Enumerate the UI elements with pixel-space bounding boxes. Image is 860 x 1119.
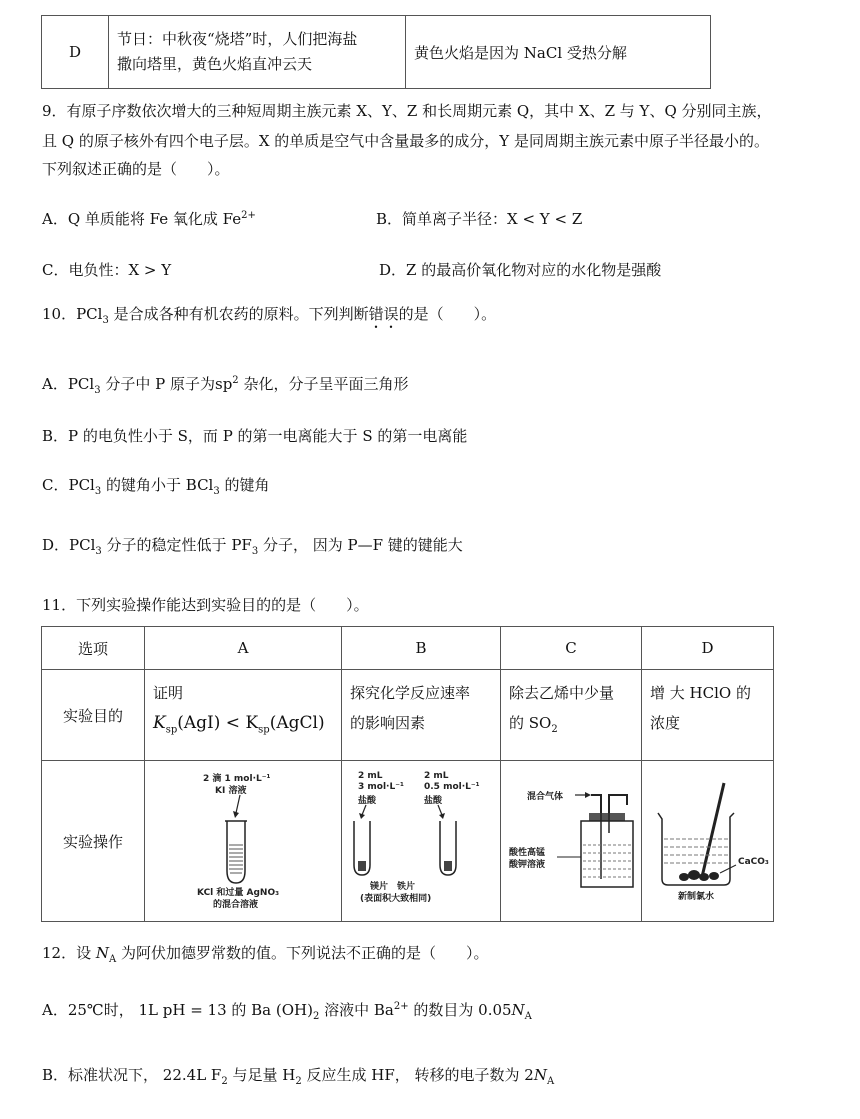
figure-label: 盐酸 — [424, 796, 443, 806]
purpose-text: 证明 — [153, 684, 184, 702]
option-letter-cell — [42, 16, 109, 89]
formula: PF — [231, 536, 252, 554]
option-text: 分子， 因为 P—F 键的键能大 — [258, 536, 463, 554]
option-text: 的数目为 0.05 — [408, 1001, 512, 1019]
purpose-text: 的影响因素 — [350, 714, 426, 732]
operation-cell-a — [145, 761, 342, 922]
emphasis-text: 错误 — [368, 305, 399, 323]
subscript: 2 — [551, 724, 558, 735]
option-text: A．25℃时， 1L pH = 13 的 Ba (OH) — [42, 1001, 313, 1019]
figure-label: KCl 和过量 AgNO₃ — [197, 888, 280, 898]
figure-label: 混合气体 — [527, 792, 564, 802]
formula: BCl — [185, 476, 214, 494]
scene-line: 节日：中秋夜“烧塔”时，人们把海盐 — [117, 30, 358, 48]
superscript: 2+ — [393, 1001, 409, 1012]
purpose-cell-c — [501, 670, 642, 761]
option-text: 杂化，分子呈平面三角形 — [238, 375, 409, 393]
option-text: 的键角 — [219, 476, 270, 494]
q12-stem — [42, 942, 489, 965]
q12-option-a — [42, 999, 532, 1022]
stem-text: 为阿伏加德罗常数的值。下列说法不正确的是（ ）。 — [116, 944, 489, 962]
q9-option-d: D．Z 的最高价氧化物对应的水化物是强酸 — [379, 261, 662, 279]
row-label: 实验目的 — [42, 670, 145, 761]
stem-text: 的是（ ）。 — [398, 305, 497, 323]
purpose-cell-d — [642, 670, 774, 761]
formula: (AgI) < K — [177, 713, 259, 733]
table-header-row — [42, 627, 774, 670]
subscript: A — [524, 1011, 532, 1022]
operation-cell-b — [342, 761, 501, 922]
q10-stem — [42, 303, 496, 332]
figure-label: CaCO₃ — [738, 857, 769, 867]
q10-option-d — [42, 534, 463, 557]
explanation-cell — [406, 16, 711, 89]
option-text: 的键角小于 — [101, 476, 186, 494]
option-text: B．标准状况下， 22.4L F — [42, 1066, 222, 1084]
table-row — [42, 16, 711, 89]
figure-label: 2 滴 1 mol·L⁻¹ — [203, 774, 271, 784]
option-text: 反应生成 HF， 转移的电子数为 2 — [301, 1066, 534, 1084]
previous-question-table — [41, 15, 711, 89]
formula: PCl — [68, 476, 95, 494]
experiment-table — [41, 626, 774, 922]
figure-label: 的混合溶液 — [213, 900, 259, 910]
subscript: A — [546, 1076, 555, 1087]
question-number: 10． — [42, 305, 77, 323]
table-row — [42, 670, 774, 761]
figure-label: 酸钾溶液 — [509, 860, 546, 870]
subscript: 2 — [221, 1076, 228, 1087]
ksp-expression — [153, 708, 341, 745]
formula: PCl — [67, 375, 95, 393]
q9-option-b: B．简单离子半径：X < Y < Z — [376, 210, 583, 228]
q9-stem-line: 下列叙述正确的是（ ）。 — [42, 160, 230, 178]
subscript: 3 — [94, 385, 101, 396]
figure-label: 2 mL — [424, 771, 449, 781]
table-row — [42, 761, 774, 922]
option-text: 与足量 H — [227, 1066, 296, 1084]
figure-label: KI 溶液 — [215, 786, 247, 796]
formula: PCl — [69, 536, 96, 554]
superscript: 2 — [232, 375, 239, 386]
column-header: D — [642, 627, 774, 670]
q10-option-a — [42, 373, 408, 396]
figure-c — [501, 761, 641, 921]
subscript: 3 — [102, 315, 109, 326]
purpose-text: 除去乙烯中少量 — [509, 684, 615, 702]
figure-label: 酸性高锰 — [509, 848, 546, 858]
column-header: C — [501, 627, 642, 670]
q9-option-c: C．电负性：X > Y — [42, 261, 172, 279]
subscript: 2 — [312, 1011, 320, 1022]
stem-text: 是合成各种有机农药的原料。下列判断 — [108, 305, 369, 323]
operation-cell-c — [501, 761, 642, 922]
purpose-text: 的 SO — [509, 714, 552, 732]
figure-label: (表面积大致相同) — [360, 894, 432, 904]
formula: PCl — [76, 305, 103, 323]
subscript: 3 — [94, 486, 102, 497]
option-text: C． — [42, 476, 69, 494]
formula: N — [95, 944, 109, 962]
figure-d — [642, 761, 772, 921]
purpose-text: 探究化学反应速率 — [350, 684, 471, 702]
purpose-text: 增 大 HClO 的 — [650, 684, 751, 702]
superscript: 2+ — [241, 210, 256, 221]
option-text: A．Q 单质能将 Fe 氧化成 Fe — [42, 210, 242, 228]
q9-stem-line: 9．有原子序数依次增大的三种短周期主族元素 X、Y、Z 和长周期元素 Q，其中 X、Z 与 Y、Q 分别同主族， — [42, 102, 772, 120]
option-text: 分子中 P 原子为sp — [100, 375, 233, 393]
q10-option-b: B．P 的电负性小于 S，而 P 的第一电离能大于 S 的第一电离能 — [42, 427, 468, 445]
formula: N — [533, 1066, 547, 1084]
option-text: 分子的稳定性低于 — [101, 536, 232, 554]
column-header: 选项 — [42, 627, 145, 670]
figure-label: 2 mL — [358, 771, 383, 781]
option-text: D． — [42, 536, 70, 554]
q12-option-b — [42, 1064, 554, 1087]
operation-cell-d — [642, 761, 774, 922]
subscript: 3 — [213, 486, 220, 497]
subscript: 2 — [295, 1076, 302, 1087]
subscript: 3 — [95, 546, 102, 557]
q11-stem: 11．下列实验操作能达到实验目的的是（ ）。 — [42, 596, 369, 614]
scene-line: 撒向塔里，黄色火焰直冲云天 — [117, 55, 313, 73]
q9-stem-line: 且 Q 的原子核外有四个电子层。X 的单质是空气中含量最多的成分，Y 是同周期主族元素中原子半径最小的。 — [42, 132, 769, 150]
option-letter: D — [68, 43, 82, 61]
purpose-cell-a — [145, 670, 342, 761]
purpose-text: 浓度 — [650, 714, 681, 732]
gas-washing-bottle-icon — [501, 761, 641, 921]
scene-cell — [109, 16, 406, 89]
formula: K — [153, 713, 166, 733]
formula: N — [511, 1001, 525, 1019]
option-text: 溶液中 Ba — [319, 1001, 394, 1019]
explanation-text: 黄色火焰是因为 NaCl 受热分解 — [414, 43, 627, 62]
purpose-cell-b — [342, 670, 501, 761]
q9-option-a — [42, 208, 256, 229]
column-header: A — [145, 627, 342, 670]
figure-label: 3 mol·L⁻¹ — [358, 782, 404, 792]
figure-label: 新制氯水 — [678, 892, 715, 902]
figure-label: 镁片 铁片 — [370, 882, 416, 892]
purpose-text — [509, 708, 641, 745]
figure-label: 盐酸 — [358, 796, 377, 806]
q10-option-c — [42, 474, 270, 497]
row-label: 实验操作 — [42, 761, 145, 922]
formula: (AgCl) — [269, 713, 325, 733]
figure-label: 0.5 mol·L⁻¹ — [424, 782, 480, 792]
option-text: A． — [42, 375, 68, 393]
subscript: 3 — [251, 546, 259, 557]
subscript: sp — [165, 724, 178, 736]
subscript: A — [108, 954, 117, 965]
figure-b — [342, 761, 500, 921]
stem-text: 12．设 — [42, 944, 96, 962]
column-header: B — [342, 627, 501, 670]
subscript: sp — [258, 724, 270, 736]
figure-a — [145, 761, 341, 921]
